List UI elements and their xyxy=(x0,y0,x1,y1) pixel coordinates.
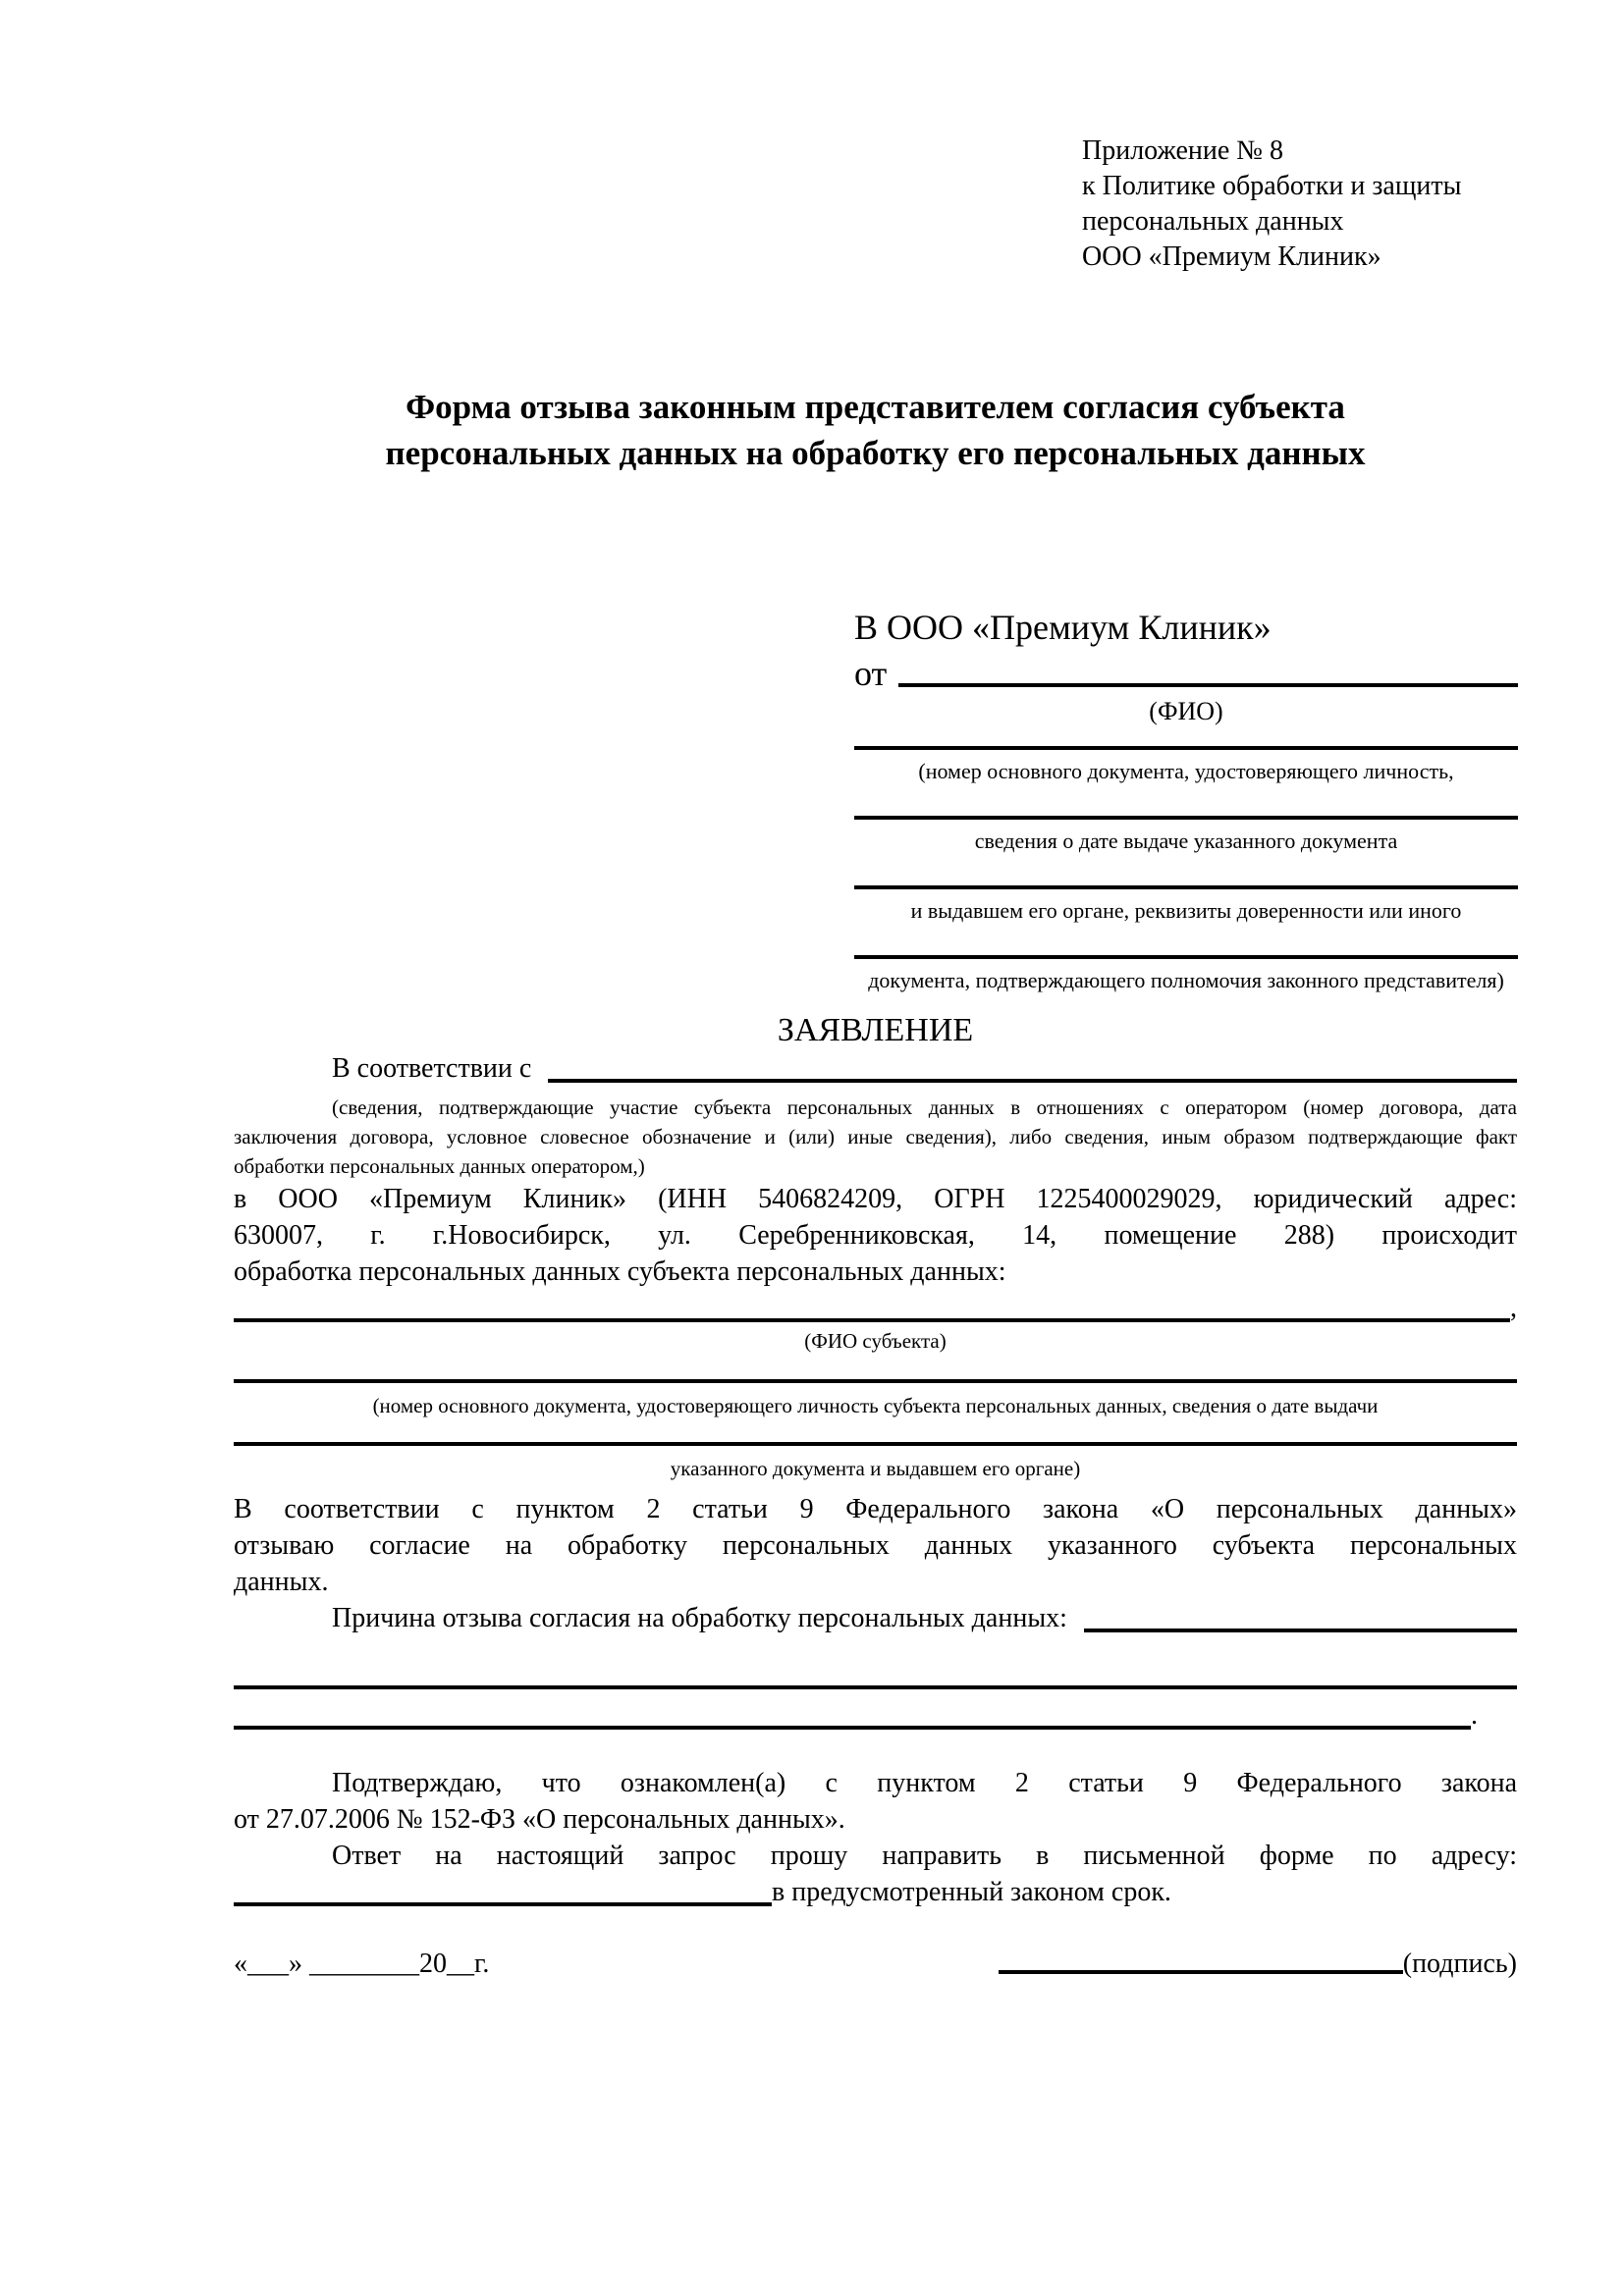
operator-paragraph-line-2: 630007, г. г.Новосибирск, ул. Серебренниковская, 14, помещение 288) происходит xyxy=(234,1220,1517,1251)
appendix-line-3: персональных данных xyxy=(1082,206,1344,237)
accordance-label: В соответствии с xyxy=(332,1053,539,1084)
accordance-caption-line-2: заключения договора, условное словесное обозначение и (или) иные сведения), либо сведения, иным образом подтверждающие факт xyxy=(234,1125,1517,1148)
title-line-2: персональных данных на обработку его персональных данных xyxy=(385,434,1366,472)
withdraw-paragraph-line-2: отзываю согласие на обработку персональных данных указанного субъекта персональных xyxy=(234,1530,1517,1561)
blank-line xyxy=(854,746,1518,750)
operator-paragraph-line-3: обработка персональных данных субъекта персональных данных: xyxy=(234,1256,1006,1287)
signature-caption: (подпись) xyxy=(1402,1949,1517,1979)
reason-blank-line xyxy=(1084,1600,1517,1632)
reason-row xyxy=(234,1600,1517,1636)
field-caption-4: документа, подтверждающего полномочия законного представителя) xyxy=(868,968,1504,992)
document-title xyxy=(234,384,1517,476)
reason-continuation-line-2 xyxy=(234,1697,1471,1730)
subject-fio-row xyxy=(234,1290,1517,1326)
addressee-field-3 xyxy=(854,885,1518,924)
accordance-row xyxy=(234,1050,1517,1087)
field-caption-3: и выдавшем его органе, реквизиты доверенности или иного xyxy=(910,898,1462,923)
field-caption-1: (номер основного документа, удостоверяющего личность, xyxy=(918,759,1454,783)
withdraw-paragraph-line-3: данных. xyxy=(234,1567,329,1597)
appendix-line-4: ООО «Премиум Клиник» xyxy=(1082,241,1381,272)
addressee-from-row xyxy=(854,652,1518,695)
statement-heading: ЗАЯВЛЕНИЕ xyxy=(777,1012,974,1048)
reason-continuation-row xyxy=(234,1697,1517,1734)
subject-fio-caption: (ФИО субъекта) xyxy=(804,1329,947,1353)
subject-doc-caption-1: (номер основного документа, удостоверяющего личность субъекта персональных данных, сведения о дате выдачи xyxy=(372,1394,1379,1417)
fio-caption: (ФИО) xyxy=(1149,697,1223,725)
accordance-blank-line xyxy=(548,1050,1517,1083)
signature-blank-line xyxy=(999,1946,1403,1974)
blank-line xyxy=(854,816,1518,820)
trailing-comma: , xyxy=(1510,1293,1517,1323)
subject-doc-blank-line-2 xyxy=(234,1442,1517,1446)
addressee-block xyxy=(854,603,1518,993)
addressee-to: В ООО «Премиум Клиник» xyxy=(854,608,1272,647)
appendix-block xyxy=(1082,133,1461,275)
footer-row xyxy=(234,1946,1517,1982)
reason-continuation-line-1 xyxy=(234,1685,1517,1689)
representative-fio-blank-line xyxy=(898,652,1518,687)
accordance-caption-line-1: (сведения, подтверждающие участие субъекта персональных данных в отношениях с оператором (номер договора, дата xyxy=(332,1095,1517,1119)
field-caption-2: сведения о дате выдаче указанного документа xyxy=(974,828,1398,853)
subject-doc-caption-2: указанного документа и выдавшем его органе) xyxy=(670,1457,1081,1480)
title-line-1: Форма отзыва законным представителем согласия субъекта xyxy=(406,388,1345,426)
confirm-paragraph-line-1: Подтверждаю, что ознакомлен(а) с пунктом 2 статьи 9 Федерального закона xyxy=(332,1768,1517,1798)
addressee-field-1 xyxy=(854,746,1518,784)
date-line: «___» ________20__г. xyxy=(234,1949,490,1979)
subject-fio-blank-line xyxy=(234,1290,1510,1322)
trailing-period: . xyxy=(1471,1700,1478,1731)
blank-line xyxy=(854,955,1518,959)
appendix-line-1: Приложение № 8 xyxy=(1082,135,1283,166)
reply-address-row xyxy=(234,1874,1517,1910)
addressee-field-2 xyxy=(854,816,1518,854)
withdraw-paragraph-line-1: В соответствии с пунктом 2 статьи 9 Федерального закона «О персональных данных» xyxy=(234,1494,1517,1524)
accordance-caption-line-3: обработки персональных данных оператором,) xyxy=(234,1154,645,1178)
blank-line xyxy=(854,885,1518,889)
confirm-paragraph-line-2: от 27.07.2006 № 152-ФЗ «О персональных данных». xyxy=(234,1804,845,1835)
addressee-field-4 xyxy=(854,955,1518,993)
subject-doc-blank-line-1 xyxy=(234,1379,1517,1383)
signature-group xyxy=(999,1946,1517,1982)
reply-tail: в предусмотренный законом срок. xyxy=(772,1877,1171,1907)
operator-paragraph-line-1: в ООО «Премиум Клиник» (ИНН 5406824209, ОГРН 1225400029029, юридический адрес: xyxy=(234,1184,1517,1214)
appendix-line-2: к Политике обработки и защиты xyxy=(1082,171,1462,201)
from-label: от xyxy=(854,654,888,693)
statement-body xyxy=(234,1011,1517,1910)
reply-paragraph: Ответ на настоящий запрос прошу направить в письменной форме по адресу: xyxy=(332,1841,1517,1871)
reply-address-blank-line xyxy=(234,1874,772,1906)
reason-label: Причина отзыва согласия на обработку персональных данных: xyxy=(332,1603,1074,1633)
